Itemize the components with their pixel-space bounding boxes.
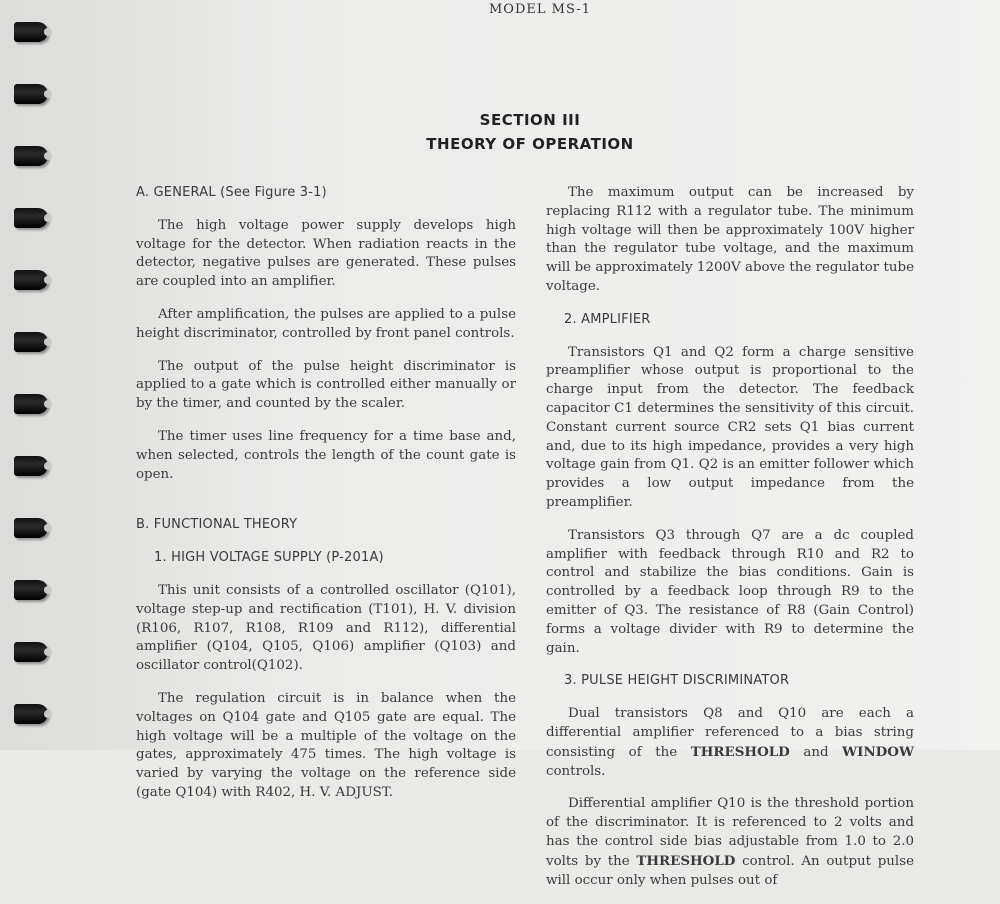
section-title: THEORY OF OPERATION [426, 135, 634, 153]
threshold-control-label-2: THRESHOLD [636, 852, 736, 869]
left-column [136, 184, 516, 817]
pulse-height-discriminator-heading: 3. PULSE HEIGHT DISCRIMINATOR [564, 673, 790, 689]
general-heading: A. GENERAL (See Figure 3-1) [136, 185, 327, 200]
binding-ring [14, 208, 48, 228]
discriminator-p1-text-d: controls. [546, 763, 606, 779]
punch-hole [44, 338, 52, 346]
binding-ring [14, 22, 48, 42]
general-paragraph-4: The timer uses line frequency for a time base and, when selected, controls the length of the count gate is open. [136, 428, 516, 482]
discriminator-p2-text-c: control. An output pulse will occur only when pulses out of [546, 853, 915, 888]
page-header: MODEL MS-1 [488, 2, 591, 17]
discriminator-p1-text-c: and [789, 744, 843, 760]
binding-ring [14, 642, 48, 662]
punch-hole [44, 648, 52, 656]
high-voltage-paragraph-1: This unit consists of a controlled oscillator (Q101), voltage step-up and rectification (T101), H. V. division (R106, R107, R108, R109 and R112), differential amplifier (Q104, Q105, Q106) amplifier (Q103) and oscillator control(Q102). [136, 582, 516, 674]
general-paragraph-3: The output of the pulse height discriminator is applied to a gate which is controlled either manually or by the timer, and counted by the scaler. [136, 358, 516, 412]
amplifier-paragraph-2: Transistors Q3 through Q7 are a dc coupled amplifier with feedback through R10 and R2 to control and stabilize the bias conditions. Gain is controlled by a feedback loop through R9 to the emitter of Q3. The resistance of R8 (Gain Control) forms a voltage divider with R9 to determine the gain. [546, 527, 914, 656]
right-column [546, 184, 914, 904]
binding-ring [14, 270, 48, 290]
punch-hole [44, 400, 52, 408]
high-voltage-heading: 1. HIGH VOLTAGE SUPPLY (P-201A) [154, 550, 384, 566]
punch-hole [44, 586, 52, 594]
general-paragraph-2: After amplification, the pulses are applied to a pulse height discriminator, controlled by front panel controls. [136, 306, 516, 341]
binding-ring [14, 84, 48, 104]
punch-hole [44, 214, 52, 222]
punch-hole [44, 276, 52, 284]
punch-hole [44, 152, 52, 160]
punch-hole [44, 28, 52, 36]
section-number: SECTION III [479, 111, 581, 129]
discriminator-p2-text-a: Differential amplifier Q10 is the threshold portion of the discriminator. It is referenced to 2 volts and has the control side bias adjustable from 1.0 to 2.0 volts by the [546, 796, 914, 869]
binding-ring [14, 332, 48, 352]
general-paragraph-1: The high voltage power supply develops high voltage for the detector. When radiation reacts in the detector, negative pulses are generated. These pulses are coupled into an amplifier. [136, 217, 516, 290]
punch-hole [44, 524, 52, 532]
window-control-label: WINDOW [842, 743, 914, 760]
max-output-paragraph: The maximum output can be increased by replacing R112 with a regulator tube. The minimum high voltage will then be approximately 100V higher than the regulator tube voltage, and the maximum will be approximately 1200V above the regulator tube voltage. [546, 185, 914, 294]
section-heading [380, 108, 680, 156]
discriminator-p1-text-a: Dual transistors Q8 and Q10 are each a differential amplifier referenced to a bias string consisting of the [546, 706, 914, 760]
spiral-binding [0, 0, 60, 750]
functional-theory-heading: B. FUNCTIONAL THEORY [136, 517, 298, 533]
punch-hole [44, 710, 52, 718]
threshold-control-label: THRESHOLD [690, 743, 790, 760]
binding-ring [14, 704, 48, 724]
binding-ring [14, 394, 48, 414]
binding-ring [14, 518, 48, 538]
binding-ring [14, 146, 48, 166]
punch-hole [44, 462, 52, 470]
punch-hole [44, 90, 52, 98]
discriminator-paragraph-1 [546, 705, 914, 781]
binding-ring [14, 580, 48, 600]
high-voltage-paragraph-2: The regulation circuit is in balance when the voltages on Q104 gate and Q105 gate are equal. The high voltage will be a multiple of the voltage on the gates, approximately 475 times. The high voltage is varied by varying the voltage on the reference side (gate Q104) with R402, H. V. ADJUST. [136, 690, 516, 800]
amplifier-heading: 2. AMPLIFIER [564, 311, 651, 327]
binding-ring [14, 456, 48, 476]
amplifier-paragraph-1: Transistors Q1 and Q2 form a charge sensitive preamplifier whose output is proportional to the charge input from the detector. The feedback capacitor C1 determines the sensitivity of this circuit. Constant current source CR2 sets Q1 bias current and, due to its high impedance, provides a very high voltage gain from Q1. Q2 is an emitter follower which provides a low output impedance from the preamplifier. [546, 344, 914, 510]
discriminator-paragraph-2 [546, 795, 914, 890]
